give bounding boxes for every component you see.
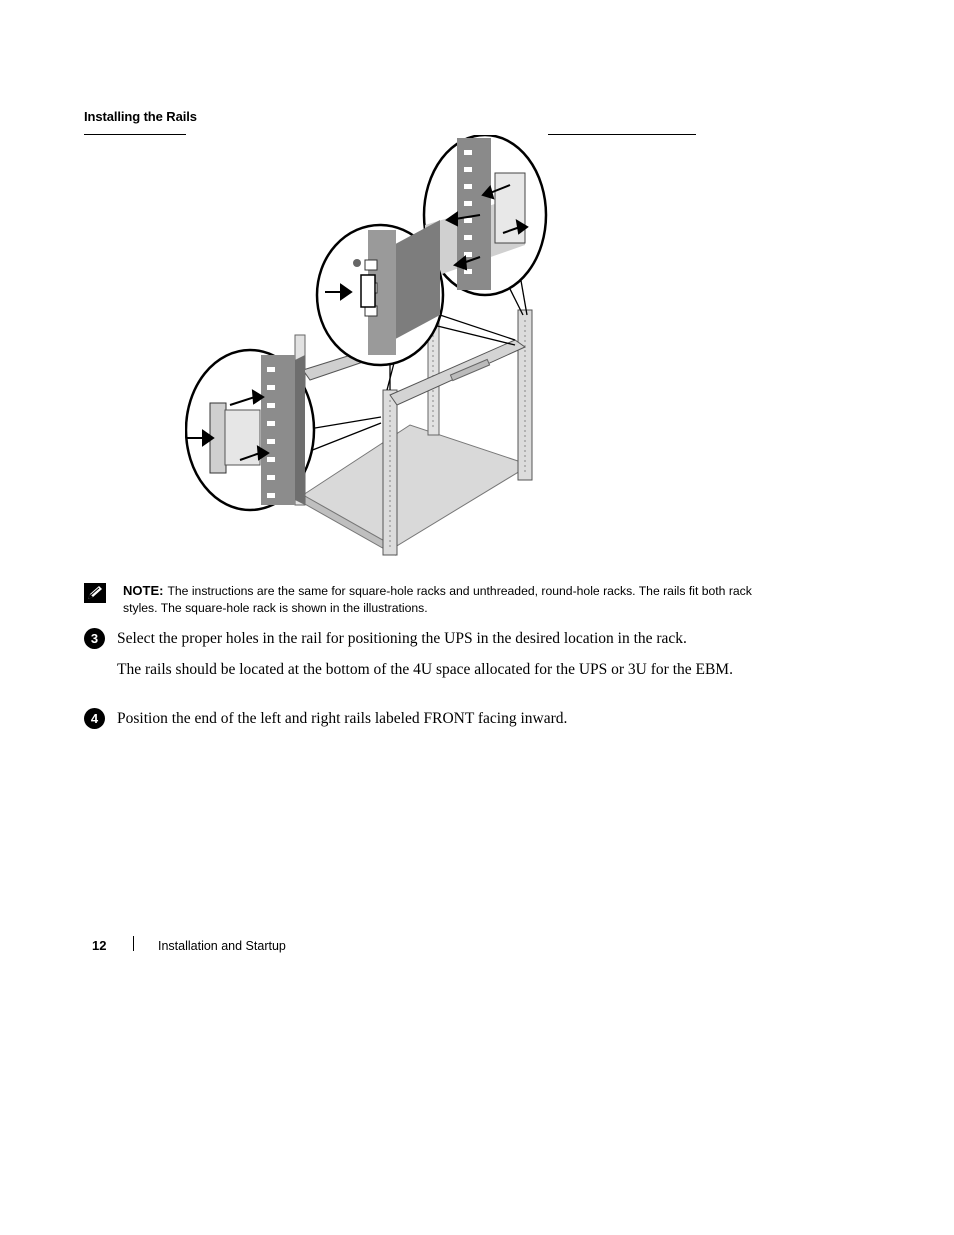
footer-separator (133, 936, 134, 951)
step-3-badge: 3 (84, 628, 105, 649)
footer-section-title: Installation and Startup (158, 939, 286, 953)
caption-rule-left (84, 134, 186, 135)
step-3-text: Select the proper holes in the rail for positioning the UPS in the desired location in the rack. (117, 630, 687, 647)
caption-rule-right (548, 134, 696, 135)
note-block (123, 582, 763, 617)
note-pencil-icon (84, 583, 106, 603)
note-text: The instructions are the same for square-hole racks and unthreaded, round-hole racks. The rails fit both rack styles. The square-hole rack is shown in the illustrations. (123, 584, 752, 615)
page-number: 12 (92, 938, 107, 953)
rack-rails-illustration (185, 135, 550, 565)
step-3-subtext: The rails should be located at the bottom of the 4U space allocated for the UPS or 3U for the EBM. (117, 661, 733, 678)
figure-caption: Installing the Rails (84, 109, 197, 124)
note-label: NOTE: (123, 583, 164, 598)
step-4-badge: 4 (84, 708, 105, 729)
step-4-text: Position the end of the left and right rails labeled FRONT facing inward. (117, 710, 568, 727)
